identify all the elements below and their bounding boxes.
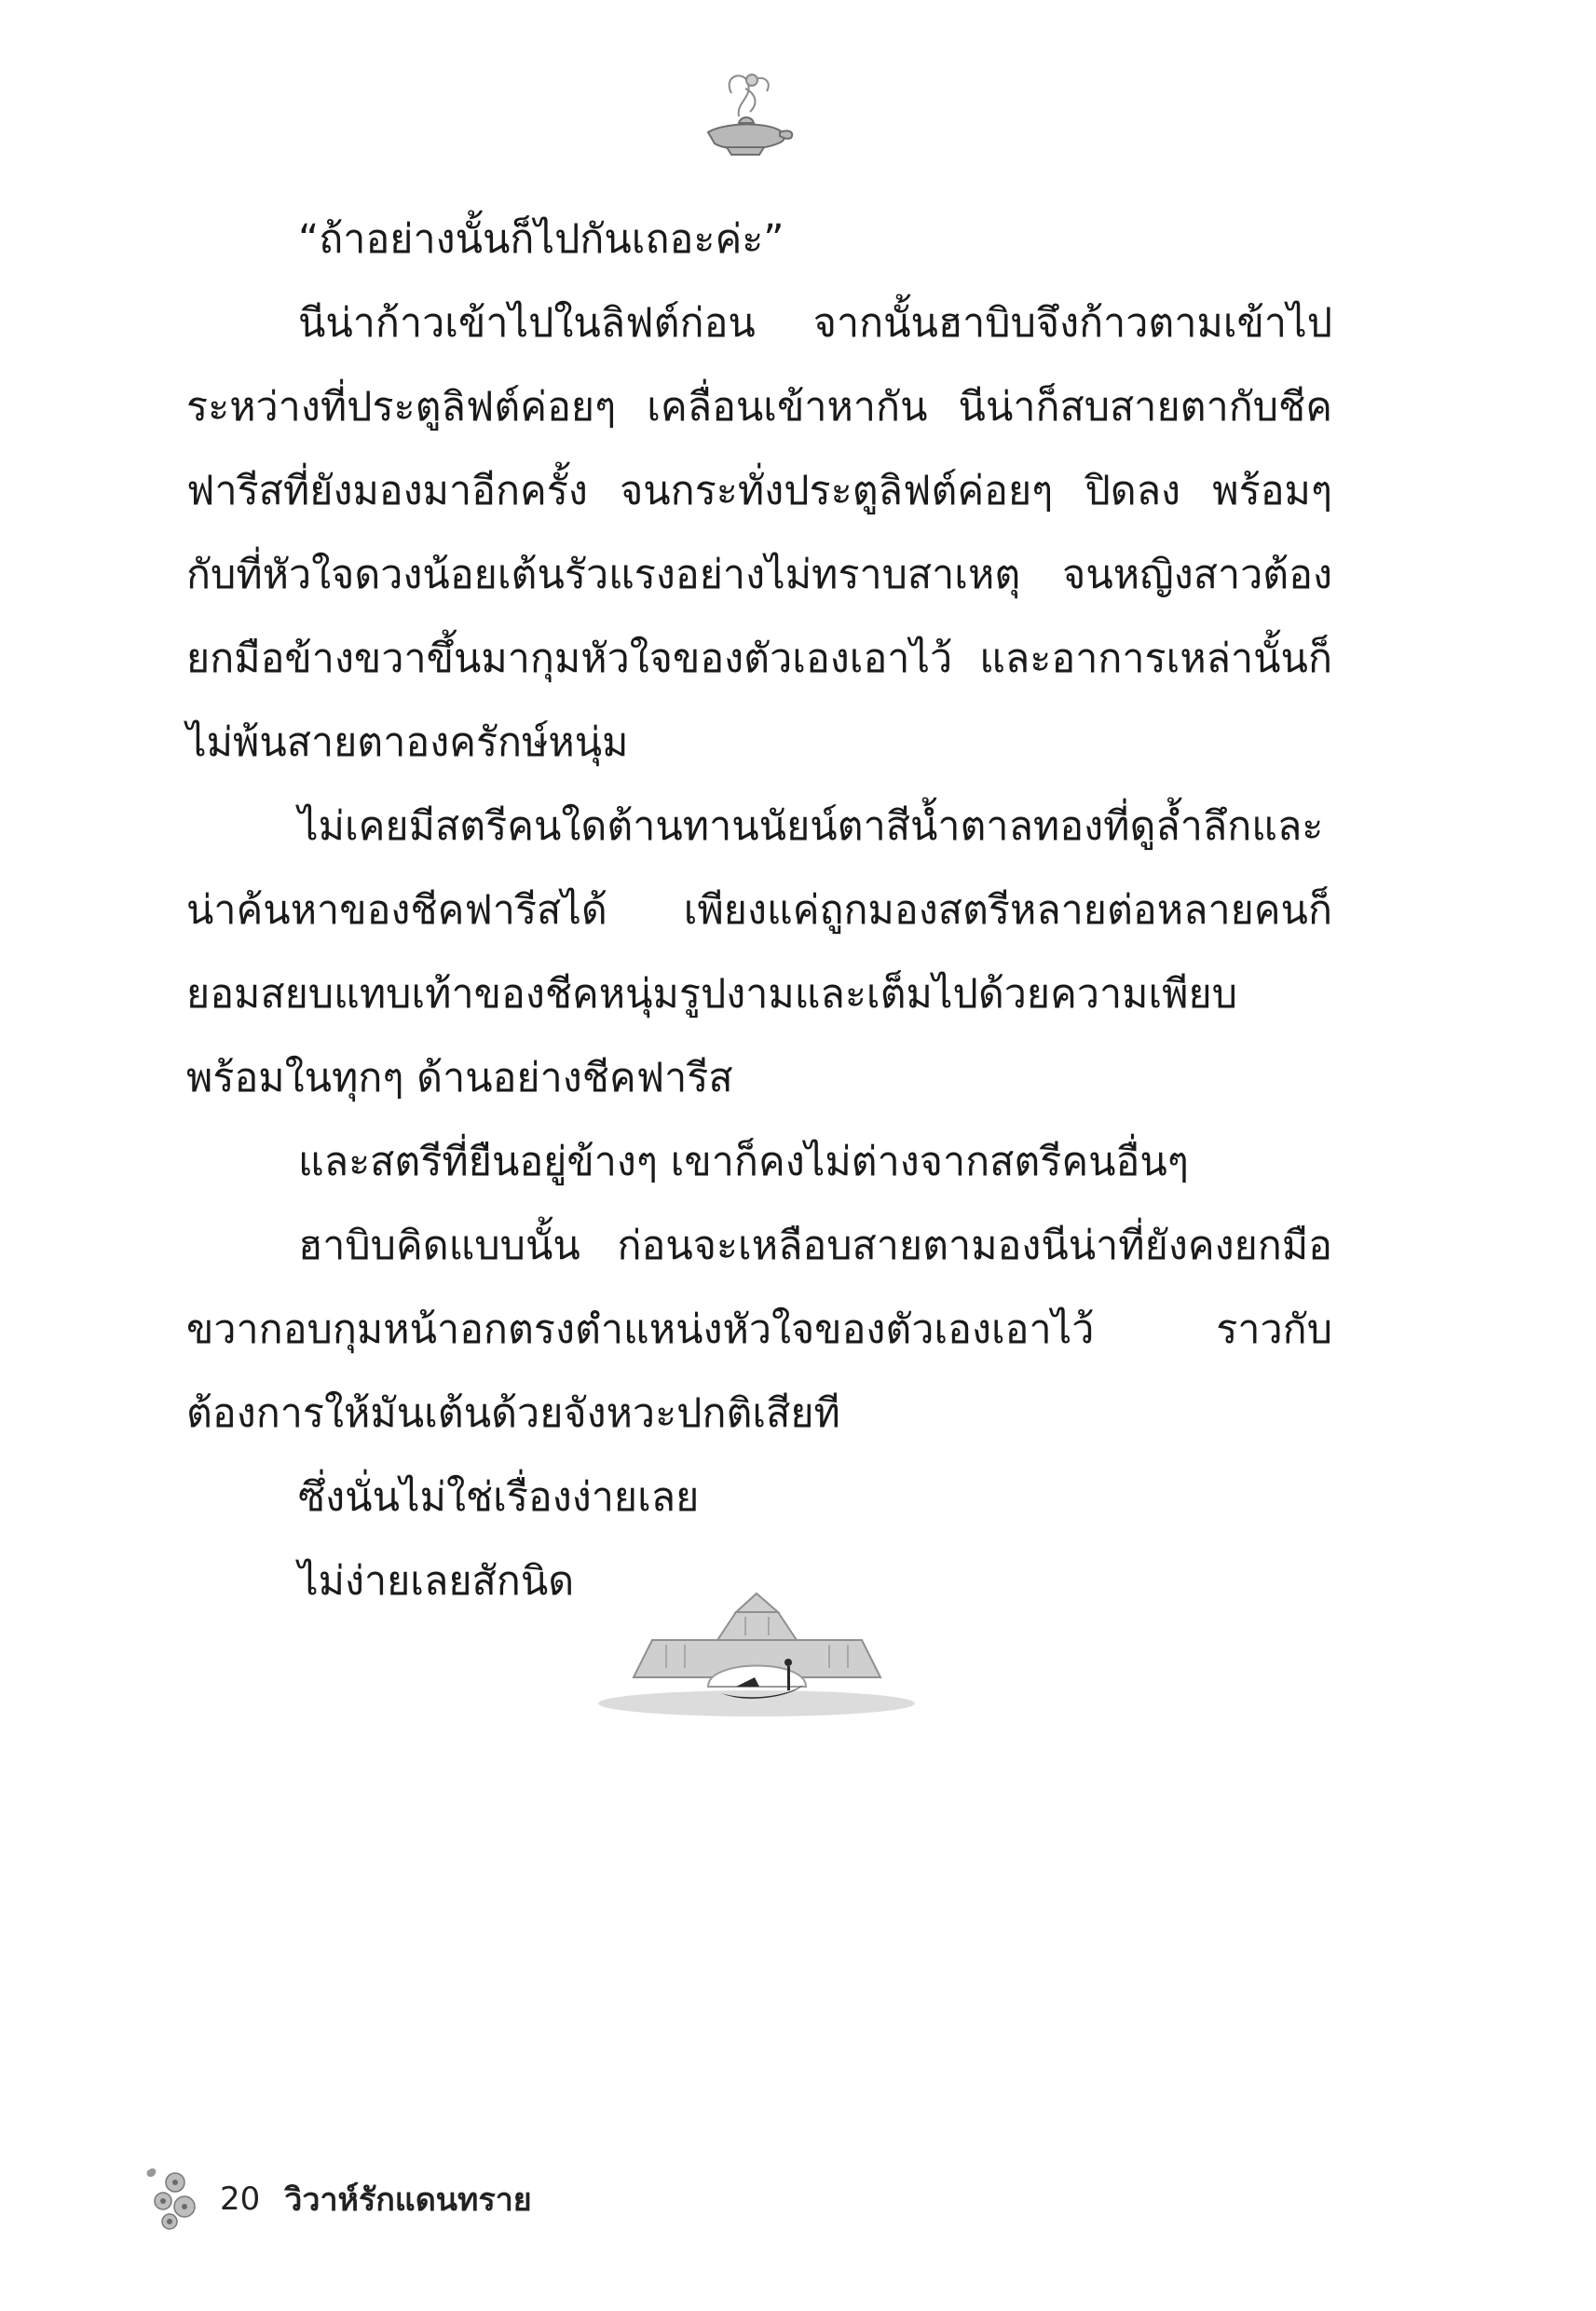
paragraph-7: ไม่ง่ายเลยสักนิด [298,1558,575,1605]
paragraph-6: ซึ่งนั่นไม่ใช่เรื่องง่ายเลย [298,1474,700,1521]
flower-icon [140,2162,205,2236]
bridge-gondola-icon [596,1575,918,1724]
paragraph-1: “ถ้าอย่างนั้นก็ไปกันเถอะค่ะ” [298,216,784,263]
book-title: วิวาห์รักแดนทราย [284,2181,532,2219]
page-footer [140,2162,532,2236]
paragraph-3: ไม่เคยมีสตรีคนใดต้านทานนัยน์ตาสีน้ำตาลทองที่ดูล้ำลึกและน่าค้นหาของชีคฟารีสได้ เพียงแค่ถูกมองสตรีหลายต่อหลายคนก็ยอมสยบแทบเท้าของชีคหนุ่มรูปงามและเต็มไปด้วยความเพียบพร้อมในทุกๆ ด้านอย่างชีคฟารีส [186,803,1332,1101]
genie-lamp-icon [694,65,797,168]
paragraph-4: และสตรีที่ยืนอยู่ข้างๆ เขาก็คงไม่ต่างจากสตรีคนอื่นๆ [298,1139,1189,1185]
body-text [186,198,1332,1623]
paragraph-5: ฮาบิบคิดแบบนั้น ก่อนจะเหลือบสายตามองนีน่าที่ยังคงยกมือขวากอบกุมหน้าอกตรงตำแหน่งหัวใจของตัวเองเอาไว้ ราวกับต้องการให้มันเต้นด้วยจังหวะปกติเสียที [186,1223,1332,1437]
paragraph-2: นีน่าก้าวเข้าไปในลิฟต์ก่อน จากนั้นฮาบิบจึงก้าวตามเข้าไป ระหว่างที่ประตูลิฟต์ค่อยๆ เคลื่อนเข้าหากัน นีน่าก็สบสายตากับชีคฟารีสที่ยังมองมาอีกครั้ง จนกระทั่งประตูลิฟต์ค่อยๆ ปิดลง พร้อมๆ กับที่หัวใจดวงน้อยเต้นรัวแรงอย่างไม่ทราบสาเหตุ จนหญิงสาวต้องยกมือข้างขวาขึ้นมากุมหัวใจของตัวเองเอาไว้ และอาการเหล่านั้นก็ไม่พ้นสายตาองครักษ์หนุ่ม [186,300,1332,766]
page-number: 20 [220,2181,261,2218]
